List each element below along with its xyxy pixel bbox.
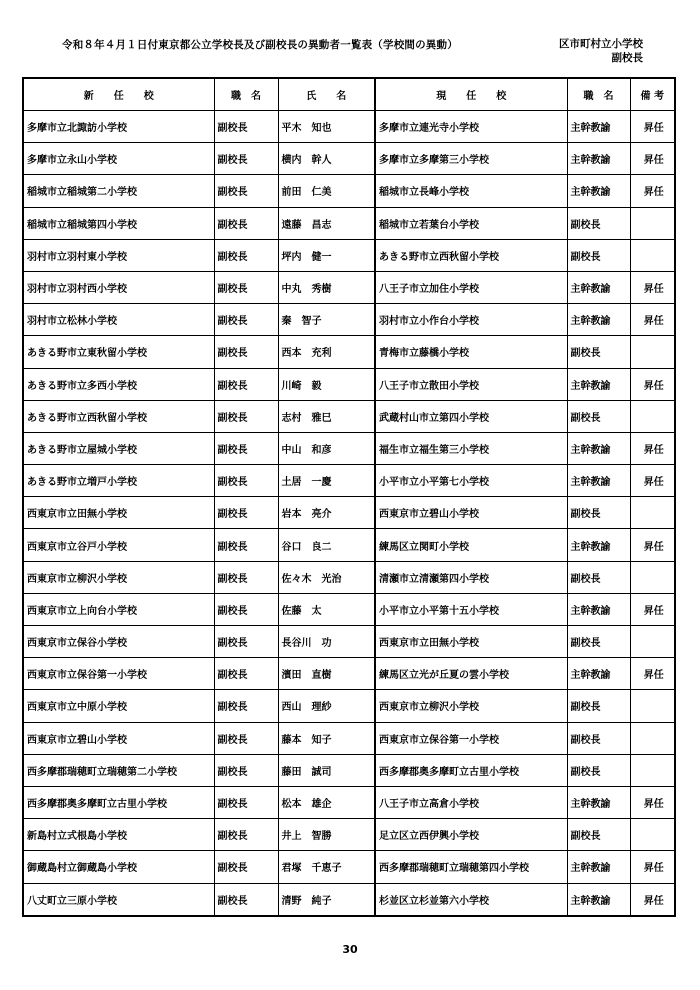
table-row: [23, 497, 675, 529]
cell-current-school: 多摩市立多摩第三小学校: [375, 143, 567, 175]
table-row: [23, 593, 675, 625]
cell-current-position: 主幹教諭: [567, 143, 630, 175]
cell-name: 松本 雄企: [278, 786, 375, 818]
table-row: [23, 529, 675, 561]
cell-new-position: 副校長: [214, 658, 278, 690]
cell-current-position: 副校長: [567, 722, 630, 754]
cell-new-position: 副校長: [214, 690, 278, 722]
cell-current-school: 羽村市立小作台小学校: [375, 304, 567, 336]
cell-note: 昇任: [630, 432, 675, 464]
cell-new-school: 羽村市立羽村東小学校: [23, 239, 214, 271]
cell-new-position: 副校長: [214, 819, 278, 851]
cell-current-position: 主幹教諭: [567, 883, 630, 916]
cell-name: 西山 理紗: [278, 690, 375, 722]
cell-new-position: 副校長: [214, 883, 278, 916]
cell-name: 前田 仁美: [278, 175, 375, 207]
cell-new-school: 多摩市立北諏訪小学校: [23, 111, 214, 143]
header-current-school: 現 任 校: [375, 78, 567, 111]
cell-current-school: 西多摩郡瑞穂町立瑞穂第四小学校: [375, 851, 567, 883]
cell-new-position: 副校長: [214, 111, 278, 143]
cell-current-position: 主幹教諭: [567, 271, 630, 303]
cell-current-position: 主幹教諭: [567, 786, 630, 818]
cell-new-position: 副校長: [214, 593, 278, 625]
cell-current-position: 副校長: [567, 336, 630, 368]
cell-current-position: 主幹教諭: [567, 529, 630, 561]
cell-current-position: 主幹教諭: [567, 111, 630, 143]
cell-new-position: 副校長: [214, 786, 278, 818]
cell-note: [630, 754, 675, 786]
cell-current-school: 西東京市立田無小学校: [375, 626, 567, 658]
cell-note: 昇任: [630, 593, 675, 625]
cell-note: 昇任: [630, 111, 675, 143]
cell-new-school: 西東京市立中原小学校: [23, 690, 214, 722]
cell-name: 秦 智子: [278, 304, 375, 336]
cell-note: [630, 239, 675, 271]
header-new-school: 新 任 校: [23, 78, 214, 111]
cell-name: 坪内 健一: [278, 239, 375, 271]
cell-name: 清野 純子: [278, 883, 375, 916]
table-row: [23, 658, 675, 690]
cell-name: 藤本 知子: [278, 722, 375, 754]
cell-note: 昇任: [630, 786, 675, 818]
table-row: [23, 819, 675, 851]
cell-current-school: 西東京市立碧山小学校: [375, 497, 567, 529]
cell-new-school: 多摩市立永山小学校: [23, 143, 214, 175]
cell-current-school: 練馬区立光が丘夏の雲小学校: [375, 658, 567, 690]
cell-new-position: 副校長: [214, 851, 278, 883]
cell-current-school: 稲城市立長峰小学校: [375, 175, 567, 207]
cell-current-school: 稲城市立若葉台小学校: [375, 207, 567, 239]
cell-note: 昇任: [630, 143, 675, 175]
cell-new-school: 西東京市立田無小学校: [23, 497, 214, 529]
cell-new-school: 御蔵島村立御蔵島小学校: [23, 851, 214, 883]
cell-new-position: 副校長: [214, 368, 278, 400]
cell-new-position: 副校長: [214, 304, 278, 336]
cell-new-school: あきる野市立屋城小学校: [23, 432, 214, 464]
table-row: [23, 175, 675, 207]
cell-current-position: 副校長: [567, 754, 630, 786]
cell-name: 谷口 良二: [278, 529, 375, 561]
table-row: [23, 143, 675, 175]
cell-new-school: 西東京市立保谷小学校: [23, 626, 214, 658]
cell-name: 西本 充利: [278, 336, 375, 368]
cell-name: 濱田 直樹: [278, 658, 375, 690]
cell-current-school: 八王子市立高倉小学校: [375, 786, 567, 818]
table-row: [23, 271, 675, 303]
table-row: [23, 786, 675, 818]
table-row: [23, 883, 675, 916]
cell-new-school: あきる野市立多西小学校: [23, 368, 214, 400]
table-row: [23, 690, 675, 722]
cell-new-position: 副校長: [214, 432, 278, 464]
cell-name: 井上 智勝: [278, 819, 375, 851]
table-row: [23, 400, 675, 432]
cell-new-position: 副校長: [214, 465, 278, 497]
header-current-position: 職 名: [567, 78, 630, 111]
cell-current-school: 西多摩郡奥多摩町立古里小学校: [375, 754, 567, 786]
cell-note: [630, 207, 675, 239]
cell-new-position: 副校長: [214, 722, 278, 754]
cell-current-school: 西東京市立柳沢小学校: [375, 690, 567, 722]
cell-note: [630, 626, 675, 658]
cell-note: [630, 561, 675, 593]
cell-new-position: 副校長: [214, 626, 278, 658]
cell-new-school: 新島村立式根島小学校: [23, 819, 214, 851]
cell-note: 昇任: [630, 465, 675, 497]
header-name: 氏 名: [278, 78, 375, 111]
cell-name: 岩本 亮介: [278, 497, 375, 529]
cell-new-position: 副校長: [214, 207, 278, 239]
cell-name: 佐々木 光治: [278, 561, 375, 593]
cell-new-position: 副校長: [214, 529, 278, 561]
cell-name: 長谷川 功: [278, 626, 375, 658]
cell-current-position: 主幹教諭: [567, 465, 630, 497]
cell-note: 昇任: [630, 658, 675, 690]
cell-note: [630, 400, 675, 432]
cell-current-school: 武蔵村山市立第四小学校: [375, 400, 567, 432]
cell-new-position: 副校長: [214, 754, 278, 786]
cell-name: 藤田 誠司: [278, 754, 375, 786]
table-row: [23, 304, 675, 336]
table-row: [23, 851, 675, 883]
cell-new-position: 副校長: [214, 175, 278, 207]
cell-name: 遠藤 昌志: [278, 207, 375, 239]
cell-current-school: 練馬区立関町小学校: [375, 529, 567, 561]
cell-note: 昇任: [630, 304, 675, 336]
cell-current-school: 八王子市立散田小学校: [375, 368, 567, 400]
cell-new-school: 稲城市立稲城第四小学校: [23, 207, 214, 239]
cell-current-position: 副校長: [567, 690, 630, 722]
cell-note: 昇任: [630, 529, 675, 561]
cell-current-school: 杉並区立杉並第六小学校: [375, 883, 567, 916]
cell-current-position: 副校長: [567, 207, 630, 239]
cell-name: 中山 和彦: [278, 432, 375, 464]
cell-note: [630, 722, 675, 754]
cell-current-position: 主幹教諭: [567, 175, 630, 207]
cell-new-school: 羽村市立羽村西小学校: [23, 271, 214, 303]
cell-current-position: 主幹教諭: [567, 593, 630, 625]
cell-current-position: 副校長: [567, 819, 630, 851]
header-new-position: 職 名: [214, 78, 278, 111]
cell-current-school: 小平市立小平第七小学校: [375, 465, 567, 497]
table-row: [23, 626, 675, 658]
cell-new-school: あきる野市立増戸小学校: [23, 465, 214, 497]
document-category: [548, 37, 643, 65]
cell-new-position: 副校長: [214, 497, 278, 529]
table-row: [23, 111, 675, 143]
cell-new-school: 西東京市立谷戸小学校: [23, 529, 214, 561]
cell-new-school: 西東京市立上向台小学校: [23, 593, 214, 625]
cell-new-position: 副校長: [214, 143, 278, 175]
cell-name: 中丸 秀樹: [278, 271, 375, 303]
cell-new-school: 八丈町立三原小学校: [23, 883, 214, 916]
table-row: [23, 239, 675, 271]
cell-new-school: 西東京市立柳沢小学校: [23, 561, 214, 593]
cell-current-position: 主幹教諭: [567, 851, 630, 883]
cell-name: 土居 一慶: [278, 465, 375, 497]
cell-current-position: 主幹教諭: [567, 368, 630, 400]
cell-current-school: 八王子市立加住小学校: [375, 271, 567, 303]
cell-current-position: 副校長: [567, 400, 630, 432]
cell-new-school: 稲城市立稲城第二小学校: [23, 175, 214, 207]
cell-new-position: 副校長: [214, 400, 278, 432]
cell-new-school: 西多摩郡瑞穂町立瑞穂第二小学校: [23, 754, 214, 786]
cell-current-school: 多摩市立連光寺小学校: [375, 111, 567, 143]
cell-current-position: 副校長: [567, 239, 630, 271]
table-row: [23, 207, 675, 239]
category-school-type: 区市町村立小学校: [559, 38, 643, 50]
cell-current-school: 福生市立福生第三小学校: [375, 432, 567, 464]
cell-note: 昇任: [630, 271, 675, 303]
page-number: 30: [342, 943, 358, 956]
cell-new-school: あきる野市立西秋留小学校: [23, 400, 214, 432]
cell-current-position: 副校長: [567, 626, 630, 658]
cell-note: 昇任: [630, 883, 675, 916]
cell-current-position: 主幹教諭: [567, 432, 630, 464]
cell-new-school: 西東京市立碧山小学校: [23, 722, 214, 754]
cell-new-school: あきる野市立東秋留小学校: [23, 336, 214, 368]
cell-current-position: 主幹教諭: [567, 658, 630, 690]
table-row: [23, 465, 675, 497]
cell-current-school: 青梅市立藤橋小学校: [375, 336, 567, 368]
cell-name: 君塚 千恵子: [278, 851, 375, 883]
cell-note: [630, 497, 675, 529]
cell-name: 佐藤 太: [278, 593, 375, 625]
cell-name: 横内 幹人: [278, 143, 375, 175]
cell-current-position: 副校長: [567, 497, 630, 529]
table-row: [23, 336, 675, 368]
table-row: [23, 722, 675, 754]
table-body: [23, 111, 675, 916]
cell-current-position: 副校長: [567, 561, 630, 593]
cell-note: [630, 336, 675, 368]
cell-current-school: 清瀬市立清瀬第四小学校: [375, 561, 567, 593]
cell-new-position: 副校長: [214, 561, 278, 593]
table-row: [23, 432, 675, 464]
cell-new-school: 羽村市立松林小学校: [23, 304, 214, 336]
table-row: [23, 561, 675, 593]
cell-name: 平木 知也: [278, 111, 375, 143]
cell-new-position: 副校長: [214, 239, 278, 271]
cell-note: [630, 690, 675, 722]
cell-new-position: 副校長: [214, 336, 278, 368]
cell-note: 昇任: [630, 175, 675, 207]
cell-new-school: 西多摩郡奥多摩町立古里小学校: [23, 786, 214, 818]
cell-current-school: 西東京市立保谷第一小学校: [375, 722, 567, 754]
document-title: 令和８年４月１日付東京都公立学校長及び副校長の異動者一覧表（学校間の異動）: [62, 39, 458, 51]
cell-note: [630, 819, 675, 851]
cell-current-school: 小平市立小平第十五小学校: [375, 593, 567, 625]
cell-note: 昇任: [630, 368, 675, 400]
header-note: 備 考: [630, 78, 675, 111]
table-row: [23, 754, 675, 786]
cell-new-school: 西東京市立保谷第一小学校: [23, 658, 214, 690]
table-header-row: [23, 78, 675, 111]
cell-new-position: 副校長: [214, 271, 278, 303]
cell-note: 昇任: [630, 851, 675, 883]
cell-current-position: 主幹教諭: [567, 304, 630, 336]
category-position: 副校長: [611, 52, 643, 64]
cell-name: 川崎 毅: [278, 368, 375, 400]
personnel-transfer-table: [22, 77, 676, 917]
cell-current-school: 足立区立西伊興小学校: [375, 819, 567, 851]
cell-current-school: あきる野市立西秋留小学校: [375, 239, 567, 271]
cell-name: 志村 雅巳: [278, 400, 375, 432]
table-row: [23, 368, 675, 400]
